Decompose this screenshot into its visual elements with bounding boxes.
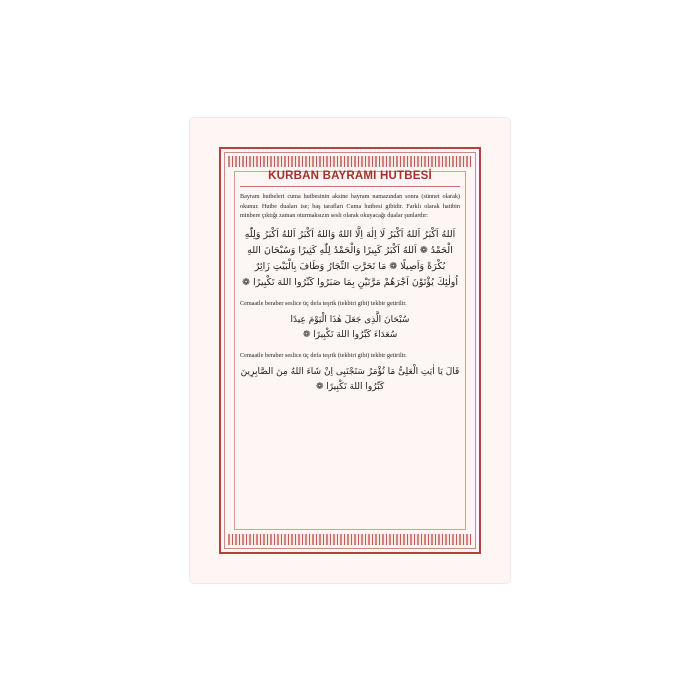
intro-paragraph: Bayram hutbeleri cuma hutbesinin aksine bayram namazından sonra (sünnet olarak) okunur. Hutbe duaları ise; baş tarafları Cuma hutbesi gibidir. Farklı olarak hatibin minbere çıktığı zaman oturmaksızın sesli olarak okuyacağı dualar şunlardır: [240, 193, 460, 220]
arabic-line: كَبِّرُوا اللهَ تَكْبِيرًا ❁ [315, 381, 385, 392]
instruction-note-1: Cemaatle beraber sesliсe üç defa teşrik (tekbiri gibi) tekbir getirilir. [240, 299, 407, 307]
arabic-block-2 [240, 313, 460, 343]
arabic-line: سُبْحَانَ الَّذِى جَعَلَ هٰذَا الْيَوْمَ عِيدًا [290, 314, 410, 325]
hutbe-card [190, 118, 510, 583]
page-title: KURBAN BAYRAMI HUTBESİ [268, 170, 432, 182]
arabic-line: اَللهُ اَكْبَرُ اَللهُ اَكْبَرُ لَا اِلٰهَ اِلَّا اللهُ وَاللهُ اَكْبَرُ اَللهُ اَكْبَرُ وَلِلّٰهِ [244, 228, 456, 240]
arabic-line: بُكْرَةً وَاَصِيلًا ❁ مَا تَحَرَّتِ التِّجَارُ وَطَافَ بِالْبَيْتِ زَائِرٌ [254, 260, 446, 272]
arabic-block-3 [240, 365, 460, 395]
arabic-line: سُعَدَاءَ كَبِّرُوا اللهَ تَكْبِيرًا ❁ [302, 329, 398, 340]
document-content [230, 164, 470, 537]
instruction-note-2: Cemaatle beraber sesliсe üç defa teşrik (tekbiri gibi) tekbir getirilir. [240, 351, 407, 359]
arabic-line: اُولٰئِكَ يُؤْتَوْنَ اَجْرَهُمْ مَرَّتَيْنِ بِمَا صَبَرُوا كَبِّرُوا اللهَ تَكْبِيرًا ❁ [242, 276, 458, 288]
arabic-block-1 [240, 227, 460, 291]
arabic-line: الْحَمْدُ ❁ اَللهُ اَكْبَرُ كَبِيرًا وَالْحَمْدُ لِلّٰهِ كَثِيرًا وَسُبْحَانَ اللهِ [247, 244, 453, 256]
arabic-line: قَالَ يَا اٰيَتِ الْعَلِىُّ مَا تُؤْمَرُ سَتَجْتَبِى اِنْ شَاءَ اللهُ مِنَ الصَّابِرِينَ [240, 366, 460, 377]
title-divider [240, 186, 460, 187]
